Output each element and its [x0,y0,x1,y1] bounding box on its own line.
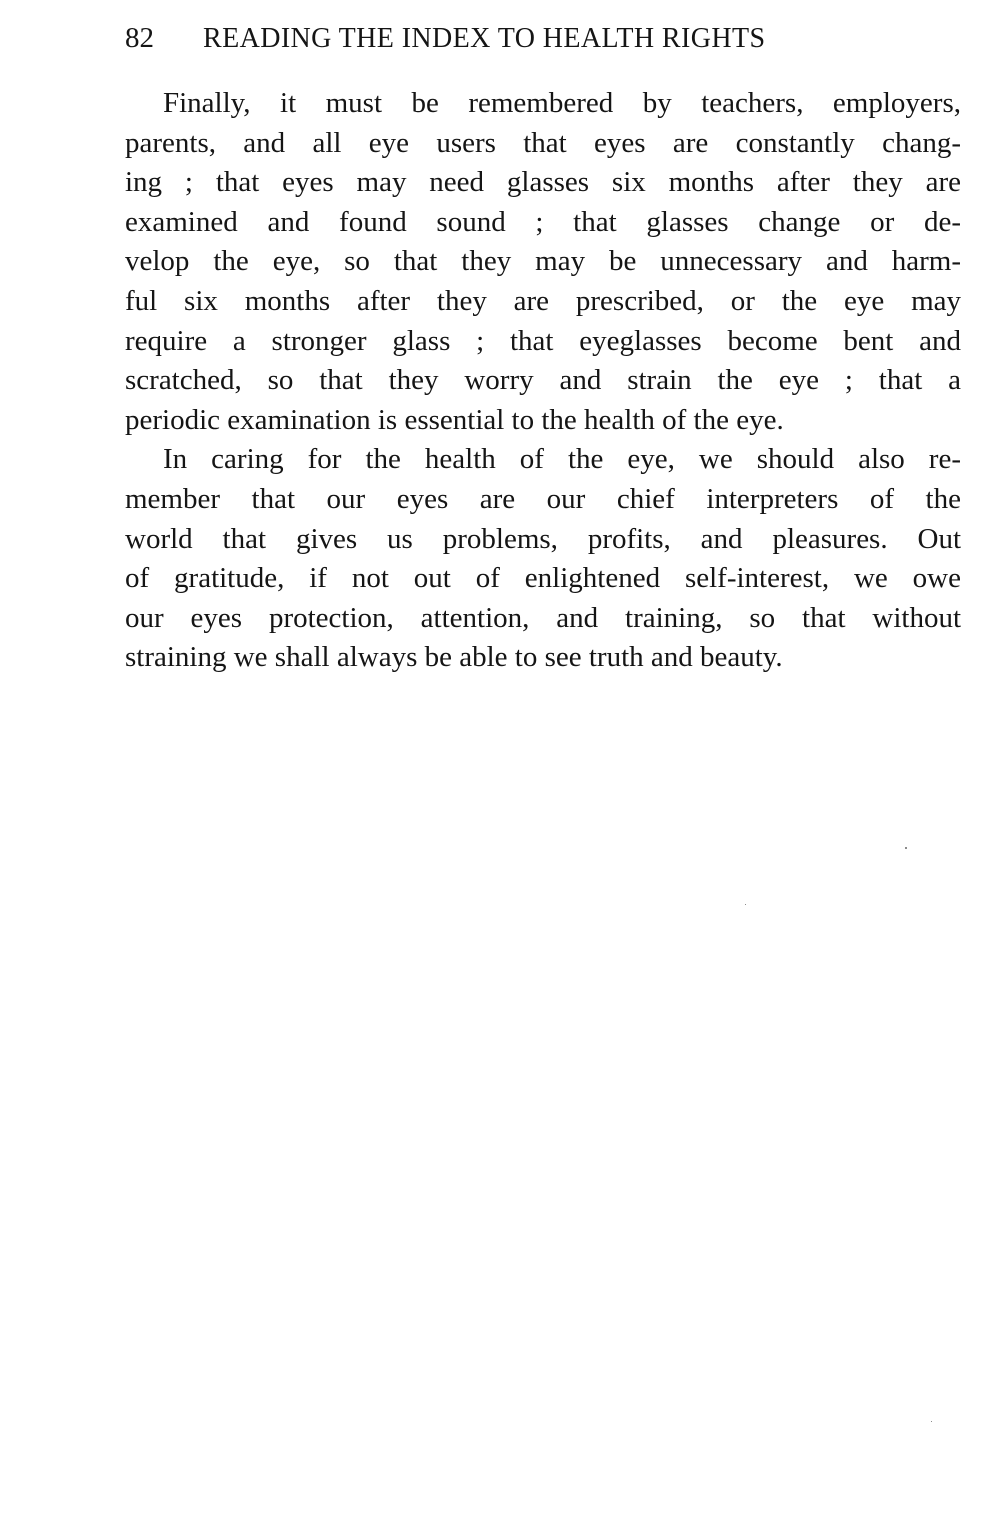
paragraph-1-line-3: ing ; that eyes may need glasses six months after they are [125,166,961,199]
paragraph-1-line-8: scratched, so that they worry and strain the eye ; that a [125,364,961,397]
paragraph-1-line-2: parents, and all eye users that eyes are constantly chang- [125,126,961,159]
paragraph-2-line-3: world that gives us problems, profits, and pleasures. Out [125,522,961,555]
paragraph-1-line-9: periodic examination is essential to the health of the eye. [125,403,784,436]
body-text [125,84,961,678]
paragraph-2-line-1: In caring for the health of the eye, we should also re- [163,443,961,476]
scan-speck [905,847,907,849]
running-title: READING THE INDEX TO HEALTH RIGHTS [203,23,766,54]
paragraph-2-line-6: straining we shall always be able to see truth and beauty. [125,641,783,674]
paragraph-2-line-5: our eyes protection, attention, and training, so that without [125,601,961,634]
paragraph-1-line-7: require a stronger glass ; that eyeglasses become bent and [125,324,961,357]
paragraph-2-line-2: member that our eyes are our chief interpreters of the [125,482,961,515]
paragraph-1-line-1: Finally, it must be remembered by teachers, employers, [163,87,961,119]
scan-speck [931,1421,932,1422]
page-number: 82 [125,22,154,54]
scan-speck [745,904,746,905]
paragraph-1-line-5: velop the eye, so that they may be unnecessary and harm- [125,245,961,278]
paragraph-1-line-4: examined and found sound ; that glasses change or de- [125,205,961,238]
paragraph-1-line-6: ful six months after they are prescribed, or the eye may [125,284,961,317]
running-head [125,18,895,58]
paragraph-2-line-4: of gratitude, if not out of enlightened self-interest, we owe [125,562,961,595]
